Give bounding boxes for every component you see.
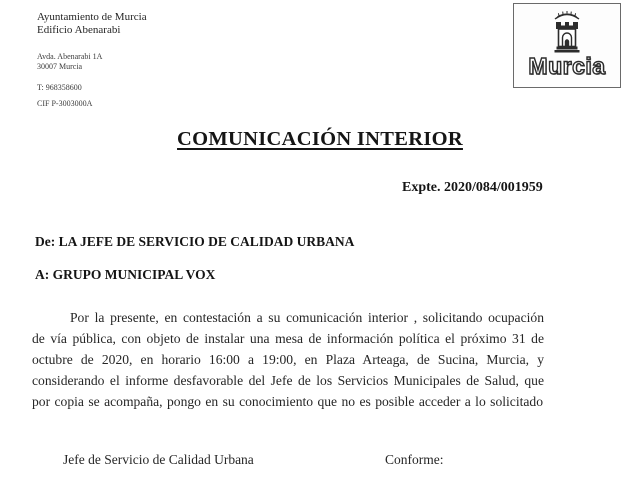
- expediente-number: Expte. 2020/084/001959: [402, 180, 543, 195]
- body-paragraph: Por la presente, en contestación a su comunicación interior , solicitando ocupación de vía pública, con objeto de instalar una mesa de información política el próximo 31 de octubre de 2020, en horario 16:00 a 19:00, en Plaza Arteaga, de Sucina, Murcia, y considerando el informe desfavorable del Jefe de los Servicios Municipales de Salud, que por copia se acompaña, pongo en su conocimiento que no es posible acceder a lo solicitado: [32, 310, 544, 409]
- castle-tower-icon: [552, 21, 582, 54]
- to-line: A: GRUPO MUNICIPAL VOX: [35, 267, 216, 282]
- org-phone: T: 968358600: [37, 83, 82, 92]
- org-address-street: Avda. Abenarabi 1A: [37, 52, 103, 61]
- mural-crown-icon: [551, 8, 583, 20]
- org-address: [37, 52, 102, 72]
- murcia-wordmark: Murcia: [528, 53, 606, 79]
- murcia-logo: [513, 3, 621, 88]
- letterhead: [37, 11, 147, 108]
- org-name: Ayuntamiento de Murcia: [37, 11, 147, 23]
- signature-role: Jefe de Servicio de Calidad Urbana: [63, 452, 254, 467]
- org-cif: CIF P-3003000A: [37, 99, 93, 108]
- org-address-city: 30007 Murcia: [37, 62, 83, 71]
- conforme-label: Conforme:: [385, 452, 444, 467]
- org-building: Edificio Abenarabi: [37, 24, 121, 36]
- from-line: De: LA JEFE DE SERVICIO DE CALIDAD URBANA: [35, 234, 355, 249]
- document-title: COMUNICACIÓN INTERIOR: [177, 128, 463, 150]
